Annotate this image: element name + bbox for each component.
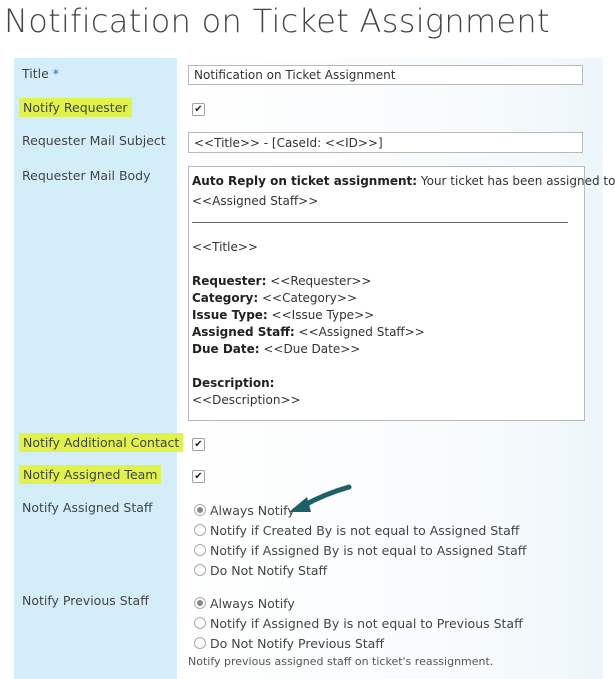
radio-selected-icon[interactable] (194, 597, 206, 609)
radio-icon[interactable] (194, 637, 206, 649)
body-intro-text: Your ticket has been assigned to (417, 174, 615, 188)
title-label (22, 66, 59, 81)
required-marker: * (52, 66, 60, 81)
assigned-staff-option-always[interactable]: Always Notify (194, 503, 295, 518)
radio-icon[interactable] (194, 524, 206, 536)
notify-additional-contact-label: Notify Additional Contact (19, 433, 183, 452)
previous-staff-option-always[interactable]: Always Notify (194, 596, 295, 611)
notify-previous-staff-label: Notify Previous Staff (22, 593, 149, 608)
body-title-token: <<Title>> (192, 240, 258, 254)
body-row: Category: <<Category>> (192, 291, 358, 305)
notify-requester-checkbox[interactable]: ✔ (192, 103, 205, 116)
radio-selected-icon[interactable] (194, 504, 206, 516)
body-row: Requester: <<Requester>> (192, 274, 372, 288)
requester-mail-subject-input[interactable] (188, 132, 583, 153)
label-column (14, 58, 177, 679)
radio-icon[interactable] (194, 544, 206, 556)
radio-icon[interactable] (194, 617, 206, 629)
radio-icon[interactable] (194, 564, 206, 576)
previous-staff-option-assigned-by[interactable]: Notify if Assigned By is not equal to Previous Staff (194, 616, 523, 631)
assigned-staff-option-created-by[interactable]: Notify if Created By is not equal to Assigned Staff (194, 523, 519, 538)
body-row: Issue Type: <<Issue Type>> (192, 308, 375, 322)
body-intro-bold: Auto Reply on ticket assignment: (192, 174, 418, 188)
notify-assigned-team-label: Notify Assigned Team (19, 465, 161, 484)
previous-staff-option-do-not-notify[interactable]: Do Not Notify Previous Staff (194, 636, 384, 651)
notify-additional-contact-checkbox[interactable]: ✔ (192, 438, 205, 451)
body-intro-line (192, 173, 615, 190)
body-description-value: <<Description>> (192, 393, 301, 407)
title-input[interactable] (188, 65, 583, 85)
requester-mail-body-label: Requester Mail Body (22, 168, 151, 183)
body-row: Assigned Staff: <<Assigned Staff>> (192, 325, 425, 339)
assigned-staff-option-do-not-notify[interactable]: Do Not Notify Staff (194, 563, 327, 578)
notify-assigned-team-checkbox[interactable]: ✔ (192, 470, 205, 483)
title-label-text: Title (22, 66, 49, 81)
body-description-key: Description: (192, 376, 275, 390)
assigned-staff-option-assigned-by[interactable]: Notify if Assigned By is not equal to Assigned Staff (194, 543, 526, 558)
annotation-arrow-icon (287, 482, 357, 516)
notify-assigned-staff-label: Notify Assigned Staff (22, 500, 153, 515)
body-intro-line2: <<Assigned Staff>> (192, 194, 319, 208)
notify-requester-label: Notify Requester (19, 98, 132, 117)
page-title: Notification on Ticket Assignment (4, 2, 550, 40)
requester-mail-body-editor[interactable] (188, 166, 615, 421)
body-divider (192, 222, 568, 223)
previous-staff-hint: Notify previous assigned staff on ticket's reassignment. (188, 655, 494, 668)
body-row: Due Date: <<Due Date>> (192, 342, 361, 356)
requester-mail-subject-label: Requester Mail Subject (22, 133, 166, 148)
